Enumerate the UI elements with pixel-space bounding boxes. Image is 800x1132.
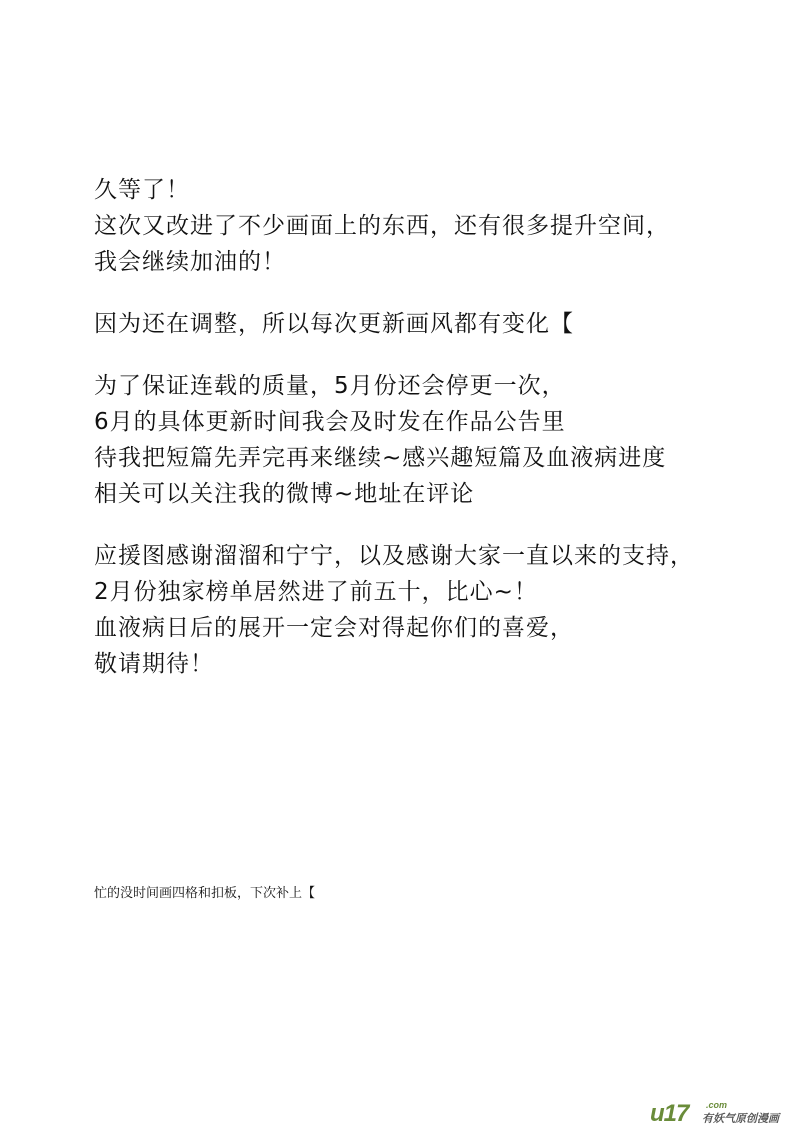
note-line: 应援图感谢溜溜和宁宁，以及感谢大家一直以来的支持，	[94, 543, 694, 569]
logo-main-text: u17	[650, 1100, 689, 1127]
note-line: 为了保证连载的质量，5月份还会停更一次，	[94, 373, 566, 399]
note-line: 2月份独家榜单居然进了前五十，比心~！	[94, 579, 538, 605]
note-line: 敬请期待！	[94, 651, 214, 677]
paragraph-2	[94, 306, 774, 342]
footnote: 忙的没时间画四格和扣板，下次补上【	[94, 886, 316, 901]
note-line: 因为还在调整，所以每次更新画风都有变化【	[94, 311, 574, 337]
note-line: 这次又改进了不少画面上的东西，还有很多提升空间，	[94, 213, 670, 239]
note-line: 久等了！	[94, 177, 190, 203]
note-line: 6月的具体更新时间我会及时发在作品公告里	[94, 409, 566, 435]
note-line: 血液病日后的展开一定会对得起你们的喜爱，	[94, 615, 574, 641]
author-note	[94, 172, 774, 708]
logo-domain-text: .com	[706, 1100, 728, 1110]
paragraph-1	[94, 172, 774, 280]
logo-tagline-text: 有妖气原创漫画	[702, 1112, 779, 1125]
note-line: 待我把短篇先弄完再来继续~感兴趣短篇及血液病进度	[94, 445, 667, 471]
note-line: 相关可以关注我的微博~地址在评论	[94, 481, 475, 507]
u17-logo	[650, 1100, 790, 1127]
paragraph-4	[94, 538, 774, 682]
paragraph-3	[94, 368, 774, 512]
note-line: 我会继续加油的！	[94, 249, 286, 275]
